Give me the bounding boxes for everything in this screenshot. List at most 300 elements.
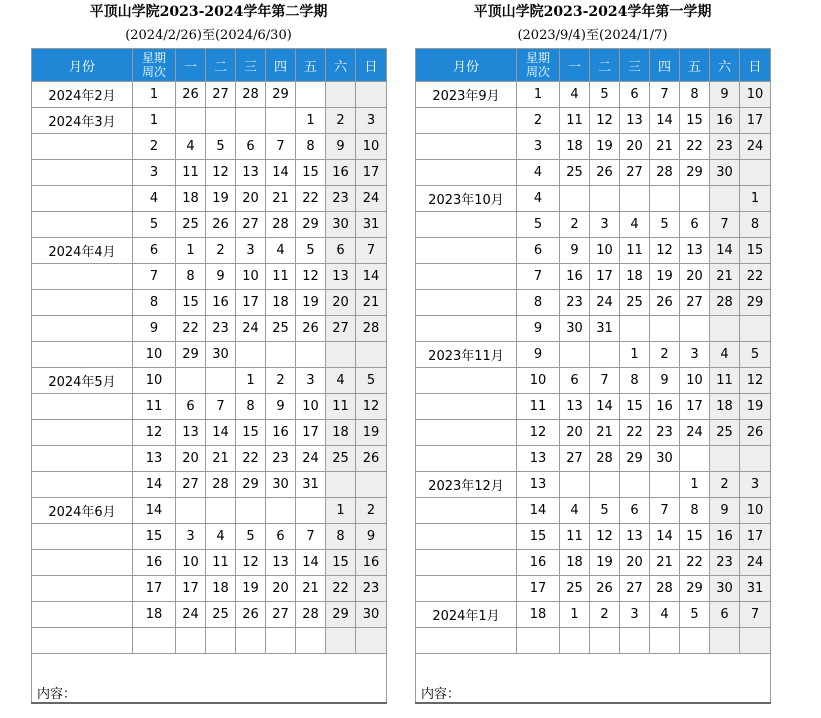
day-cell-wed: 19 — [236, 576, 266, 602]
day-cell-sun: 9 — [356, 524, 387, 550]
month-cell — [416, 576, 517, 602]
semester-1-table — [415, 48, 771, 704]
day-cell-sat: 13 — [326, 264, 356, 290]
day-cell-thu: 4 — [266, 238, 296, 264]
month-cell: 2023年9月 — [416, 82, 517, 108]
day-cell-thu: 20 — [266, 576, 296, 602]
day-cell-mon: 27 — [560, 446, 590, 472]
day-cell-sat: 25 — [326, 446, 356, 472]
semester-2-calendar — [31, 0, 386, 704]
day-cell-sun: 8 — [740, 212, 771, 238]
day-cell-tue: 26 — [590, 160, 620, 186]
calendar-row — [416, 316, 771, 342]
day-cell-tue: 14 — [206, 420, 236, 446]
week-number-cell: 1 — [133, 82, 176, 108]
day-cell-sun: 10 — [740, 498, 771, 524]
day-cell-sun: 19 — [356, 420, 387, 446]
day-cell-wed: 27 — [236, 212, 266, 238]
day-cell-mon: 26 — [176, 82, 206, 108]
day-cell-wed — [620, 186, 650, 212]
weekday-header-sun: 日 — [740, 49, 771, 82]
weekday-header-sat: 六 — [710, 49, 740, 82]
day-cell-tue: 31 — [590, 316, 620, 342]
week-number-cell: 15 — [133, 524, 176, 550]
day-cell-sun: 29 — [740, 290, 771, 316]
calendar-row — [32, 342, 387, 368]
semester-2-rows — [32, 82, 387, 654]
week-number-cell: 1 — [517, 82, 560, 108]
day-cell-tue: 19 — [590, 134, 620, 160]
day-cell-fri: 15 — [296, 160, 326, 186]
weekday-header-tue: 二 — [206, 49, 236, 82]
day-cell-thu: 2 — [266, 368, 296, 394]
day-cell-sun — [356, 342, 387, 368]
day-cell-sat: 2 — [710, 472, 740, 498]
day-cell-thu: 23 — [266, 446, 296, 472]
calendar-row — [416, 472, 771, 498]
day-cell-wed: 5 — [236, 524, 266, 550]
month-cell — [416, 446, 517, 472]
day-cell-mon: 15 — [176, 290, 206, 316]
day-cell-thu: 30 — [650, 446, 680, 472]
day-cell-mon: 4 — [176, 134, 206, 160]
day-cell-tue: 10 — [590, 238, 620, 264]
month-cell — [32, 524, 133, 550]
week-number-cell: 2 — [133, 134, 176, 160]
month-cell — [416, 134, 517, 160]
calendar-row — [32, 420, 387, 446]
day-cell-fri: 31 — [296, 472, 326, 498]
day-cell-sat: 9 — [326, 134, 356, 160]
day-cell-sun — [356, 472, 387, 498]
day-cell-sun — [740, 160, 771, 186]
day-cell-fri: 5 — [680, 602, 710, 628]
week-number-cell: 14 — [517, 498, 560, 524]
day-cell-mon — [560, 186, 590, 212]
day-cell-thu: 5 — [650, 212, 680, 238]
day-cell-wed — [236, 108, 266, 134]
day-cell-thu: 7 — [650, 82, 680, 108]
month-cell — [416, 498, 517, 524]
day-cell-fri: 1 — [680, 472, 710, 498]
day-cell-sun: 23 — [356, 576, 387, 602]
week-number-cell: 6 — [517, 238, 560, 264]
weekday-header-wed: 三 — [620, 49, 650, 82]
week-number-cell: 5 — [517, 212, 560, 238]
day-cell-sat: 16 — [326, 160, 356, 186]
day-cell-tue: 25 — [206, 602, 236, 628]
day-cell-sun: 24 — [740, 134, 771, 160]
day-cell-thu: 21 — [266, 186, 296, 212]
day-cell-sun: 22 — [740, 264, 771, 290]
header-row — [416, 49, 771, 82]
day-cell-tue: 14 — [590, 394, 620, 420]
week-number-cell: 10 — [517, 368, 560, 394]
day-cell-sat — [326, 628, 356, 654]
day-cell-sat: 30 — [710, 576, 740, 602]
day-cell-tue: 2 — [590, 602, 620, 628]
day-cell-wed: 1 — [620, 342, 650, 368]
day-cell-mon: 18 — [176, 186, 206, 212]
day-cell-tue: 2 — [206, 238, 236, 264]
calendar-row — [416, 238, 771, 264]
day-cell-wed — [620, 472, 650, 498]
day-cell-wed: 25 — [620, 290, 650, 316]
day-cell-fri — [680, 446, 710, 472]
week-number-cell: 4 — [517, 186, 560, 212]
day-cell-mon — [176, 498, 206, 524]
day-cell-mon — [176, 368, 206, 394]
day-cell-mon: 11 — [176, 160, 206, 186]
day-cell-fri: 13 — [680, 238, 710, 264]
day-cell-fri — [296, 342, 326, 368]
day-cell-tue: 5 — [206, 134, 236, 160]
week-number-cell: 10 — [133, 342, 176, 368]
day-cell-mon — [560, 472, 590, 498]
day-cell-wed: 6 — [620, 498, 650, 524]
day-cell-mon: 8 — [176, 264, 206, 290]
day-cell-sun: 17 — [740, 108, 771, 134]
day-cell-wed — [620, 628, 650, 654]
week-number-cell: 18 — [133, 602, 176, 628]
day-cell-thu — [266, 342, 296, 368]
day-cell-tue: 17 — [590, 264, 620, 290]
day-cell-thu: 28 — [650, 160, 680, 186]
day-cell-thu: 7 — [266, 134, 296, 160]
day-cell-sat: 2 — [326, 108, 356, 134]
weekday-header-thu: 四 — [650, 49, 680, 82]
day-cell-thu: 12 — [650, 238, 680, 264]
day-cell-sat: 1 — [326, 498, 356, 524]
day-cell-thu: 7 — [650, 498, 680, 524]
day-cell-thu: 14 — [650, 108, 680, 134]
day-cell-sun: 31 — [356, 212, 387, 238]
day-cell-sun: 17 — [356, 160, 387, 186]
day-cell-wed: 20 — [620, 134, 650, 160]
month-cell — [32, 420, 133, 446]
day-cell-sun: 7 — [740, 602, 771, 628]
month-cell: 2024年1月 — [416, 602, 517, 628]
day-cell-thu: 2 — [650, 342, 680, 368]
day-cell-sun: 21 — [356, 290, 387, 316]
day-cell-wed: 10 — [236, 264, 266, 290]
day-cell-sat: 4 — [326, 368, 356, 394]
day-cell-mon: 4 — [560, 498, 590, 524]
day-cell-fri: 15 — [680, 524, 710, 550]
day-cell-thu: 26 — [650, 290, 680, 316]
day-cell-mon: 25 — [560, 576, 590, 602]
week-number-cell: 8 — [133, 290, 176, 316]
calendar-row — [32, 82, 387, 108]
day-cell-tue: 19 — [590, 550, 620, 576]
day-cell-mon: 4 — [560, 82, 590, 108]
day-cell-wed: 13 — [620, 524, 650, 550]
day-cell-sun: 31 — [740, 576, 771, 602]
week-number-cell: 8 — [517, 290, 560, 316]
day-cell-tue: 23 — [206, 316, 236, 342]
week-number-cell: 14 — [133, 498, 176, 524]
weekday-header-mon: 一 — [560, 49, 590, 82]
day-cell-mon: 11 — [560, 524, 590, 550]
month-cell — [32, 316, 133, 342]
month-cell: 2024年2月 — [32, 82, 133, 108]
day-cell-fri — [296, 628, 326, 654]
week-number-cell: 13 — [517, 446, 560, 472]
week-number-cell: 9 — [517, 342, 560, 368]
day-cell-tue — [590, 186, 620, 212]
day-cell-fri: 28 — [296, 602, 326, 628]
day-cell-sat: 6 — [326, 238, 356, 264]
week-number-cell: 18 — [517, 602, 560, 628]
note-label: 内容： — [416, 654, 771, 704]
day-cell-wed: 29 — [236, 472, 266, 498]
day-cell-mon: 18 — [560, 550, 590, 576]
day-cell-tue: 11 — [206, 550, 236, 576]
day-cell-wed: 18 — [620, 264, 650, 290]
day-cell-tue: 21 — [590, 420, 620, 446]
week-number-cell: 17 — [133, 576, 176, 602]
month-cell — [32, 212, 133, 238]
calendar-row — [416, 264, 771, 290]
day-cell-mon — [560, 628, 590, 654]
day-cell-fri: 15 — [680, 108, 710, 134]
weekday-header-fri: 五 — [296, 49, 326, 82]
day-cell-thu: 9 — [650, 368, 680, 394]
day-cell-fri — [296, 498, 326, 524]
month-cell — [32, 602, 133, 628]
day-cell-tue: 28 — [206, 472, 236, 498]
day-cell-tue — [590, 628, 620, 654]
month-cell — [32, 628, 133, 654]
day-cell-mon: 6 — [176, 394, 206, 420]
day-cell-sat — [326, 472, 356, 498]
day-cell-mon: 1 — [176, 238, 206, 264]
calendar-row — [416, 524, 771, 550]
week-number-cell: 10 — [133, 368, 176, 394]
month-cell — [416, 238, 517, 264]
semester-2-table — [31, 48, 387, 704]
day-cell-sun — [740, 628, 771, 654]
month-cell — [416, 524, 517, 550]
day-cell-mon: 22 — [176, 316, 206, 342]
week-number-cell: 3 — [133, 160, 176, 186]
day-cell-sat: 6 — [710, 602, 740, 628]
day-cell-thu: 18 — [266, 290, 296, 316]
semester-2-date-range: (2024/2/26)至(2024/6/30) — [125, 28, 292, 43]
calendar-row — [416, 160, 771, 186]
day-cell-thu: 29 — [266, 82, 296, 108]
day-cell-mon: 13 — [176, 420, 206, 446]
day-cell-wed: 20 — [620, 550, 650, 576]
day-cell-tue: 26 — [590, 576, 620, 602]
day-cell-tue: 3 — [590, 212, 620, 238]
semester-1-title: 平顶山学院2023-2024学年第一学期 — [473, 4, 712, 20]
week-number-cell: 16 — [133, 550, 176, 576]
day-cell-sat: 4 — [710, 342, 740, 368]
day-cell-fri — [680, 186, 710, 212]
day-cell-fri — [680, 628, 710, 654]
month-cell: 2024年3月 — [32, 108, 133, 134]
day-cell-fri: 29 — [296, 212, 326, 238]
day-cell-thu — [266, 498, 296, 524]
semester-2-title: 平顶山学院2023-2024学年第二学期 — [89, 4, 328, 20]
day-cell-wed: 27 — [620, 160, 650, 186]
day-cell-thu: 21 — [650, 134, 680, 160]
day-cell-fri: 3 — [680, 342, 710, 368]
week-number-cell: 7 — [133, 264, 176, 290]
day-cell-thu: 4 — [650, 602, 680, 628]
month-cell — [32, 394, 133, 420]
day-cell-tue: 16 — [206, 290, 236, 316]
day-cell-sat: 11 — [326, 394, 356, 420]
day-cell-thu: 14 — [266, 160, 296, 186]
month-cell — [416, 420, 517, 446]
day-cell-fri: 21 — [296, 576, 326, 602]
week-number-cell: 3 — [517, 134, 560, 160]
week-number-cell: 4 — [517, 160, 560, 186]
day-cell-fri: 12 — [296, 264, 326, 290]
week-number-cell: 14 — [133, 472, 176, 498]
day-cell-thu: 9 — [266, 394, 296, 420]
day-cell-mon: 3 — [176, 524, 206, 550]
day-cell-tue: 21 — [206, 446, 236, 472]
day-cell-thu: 28 — [650, 576, 680, 602]
semester-1-calendar — [415, 0, 770, 704]
day-cell-wed: 13 — [236, 160, 266, 186]
month-cell — [32, 264, 133, 290]
day-cell-fri: 22 — [680, 550, 710, 576]
day-cell-sun: 19 — [740, 394, 771, 420]
day-cell-thu — [650, 472, 680, 498]
weekday-header-thu: 四 — [266, 49, 296, 82]
day-cell-wed: 26 — [236, 602, 266, 628]
calendar-row — [32, 628, 387, 654]
day-cell-mon: 16 — [560, 264, 590, 290]
month-cell — [32, 576, 133, 602]
day-cell-fri: 20 — [680, 264, 710, 290]
day-cell-thu: 11 — [266, 264, 296, 290]
day-cell-fri — [680, 316, 710, 342]
day-cell-sat: 18 — [710, 394, 740, 420]
day-cell-sat — [710, 316, 740, 342]
calendar-row — [32, 576, 387, 602]
day-cell-sat: 29 — [326, 602, 356, 628]
day-cell-mon: 20 — [560, 420, 590, 446]
day-cell-mon: 17 — [176, 576, 206, 602]
day-cell-sat: 18 — [326, 420, 356, 446]
month-cell — [416, 212, 517, 238]
day-cell-tue: 27 — [206, 82, 236, 108]
day-cell-fri: 10 — [296, 394, 326, 420]
calendar-row — [416, 108, 771, 134]
day-cell-wed — [236, 498, 266, 524]
day-cell-fri: 7 — [296, 524, 326, 550]
day-cell-thu: 16 — [266, 420, 296, 446]
month-cell — [416, 550, 517, 576]
week-number-cell: 11 — [517, 394, 560, 420]
day-cell-fri: 10 — [680, 368, 710, 394]
month-cell — [32, 160, 133, 186]
day-cell-sun: 12 — [356, 394, 387, 420]
calendar-row — [32, 238, 387, 264]
day-cell-fri: 29 — [680, 576, 710, 602]
day-cell-sun: 10 — [740, 82, 771, 108]
day-cell-tue: 30 — [206, 342, 236, 368]
day-cell-sat: 30 — [710, 160, 740, 186]
day-cell-sun: 15 — [740, 238, 771, 264]
day-cell-sat: 30 — [326, 212, 356, 238]
day-cell-sun: 3 — [740, 472, 771, 498]
week-number-header: 星期 周次 — [517, 49, 560, 82]
day-cell-sun — [356, 628, 387, 654]
day-cell-mon: 1 — [560, 602, 590, 628]
day-cell-sat: 23 — [326, 186, 356, 212]
calendar-row — [416, 420, 771, 446]
month-header: 月份 — [416, 49, 517, 82]
calendar-row — [32, 446, 387, 472]
month-cell: 2023年12月 — [416, 472, 517, 498]
day-cell-thu: 23 — [650, 420, 680, 446]
calendar-row — [416, 186, 771, 212]
day-cell-sat: 16 — [710, 524, 740, 550]
month-cell — [32, 446, 133, 472]
day-cell-sun: 30 — [356, 602, 387, 628]
note-label: 内容： — [32, 654, 387, 704]
day-cell-wed: 24 — [236, 316, 266, 342]
day-cell-wed: 22 — [236, 446, 266, 472]
day-cell-mon: 6 — [560, 368, 590, 394]
day-cell-thu: 27 — [266, 602, 296, 628]
day-cell-wed: 3 — [236, 238, 266, 264]
day-cell-wed: 15 — [620, 394, 650, 420]
day-cell-sat — [710, 628, 740, 654]
day-cell-sat: 22 — [326, 576, 356, 602]
day-cell-wed — [236, 628, 266, 654]
calendar-row — [32, 160, 387, 186]
day-cell-fri: 29 — [680, 160, 710, 186]
week-number-cell: 16 — [517, 550, 560, 576]
day-cell-fri: 3 — [296, 368, 326, 394]
day-cell-sun: 24 — [356, 186, 387, 212]
day-cell-sun: 3 — [356, 108, 387, 134]
day-cell-sun: 26 — [356, 446, 387, 472]
day-cell-sun: 7 — [356, 238, 387, 264]
day-cell-mon: 20 — [176, 446, 206, 472]
calendar-row — [416, 212, 771, 238]
day-cell-fri: 24 — [296, 446, 326, 472]
month-cell — [416, 368, 517, 394]
day-cell-thu: 19 — [650, 264, 680, 290]
day-cell-tue: 7 — [590, 368, 620, 394]
day-cell-tue: 19 — [206, 186, 236, 212]
week-number-cell: 17 — [517, 576, 560, 602]
calendar-row — [416, 550, 771, 576]
day-cell-tue: 5 — [590, 82, 620, 108]
calendar-row — [32, 602, 387, 628]
day-cell-mon: 2 — [560, 212, 590, 238]
day-cell-fri: 17 — [680, 394, 710, 420]
day-cell-fri: 17 — [296, 420, 326, 446]
day-cell-mon: 27 — [176, 472, 206, 498]
day-cell-sun: 5 — [740, 342, 771, 368]
semester-1-date-range: (2023/9/4)至(2024/1/7) — [517, 28, 668, 43]
day-cell-mon: 25 — [176, 212, 206, 238]
day-cell-wed: 6 — [620, 82, 650, 108]
day-cell-tue: 28 — [590, 446, 620, 472]
day-cell-thu: 13 — [266, 550, 296, 576]
week-number-cell: 12 — [517, 420, 560, 446]
day-cell-tue: 12 — [590, 524, 620, 550]
